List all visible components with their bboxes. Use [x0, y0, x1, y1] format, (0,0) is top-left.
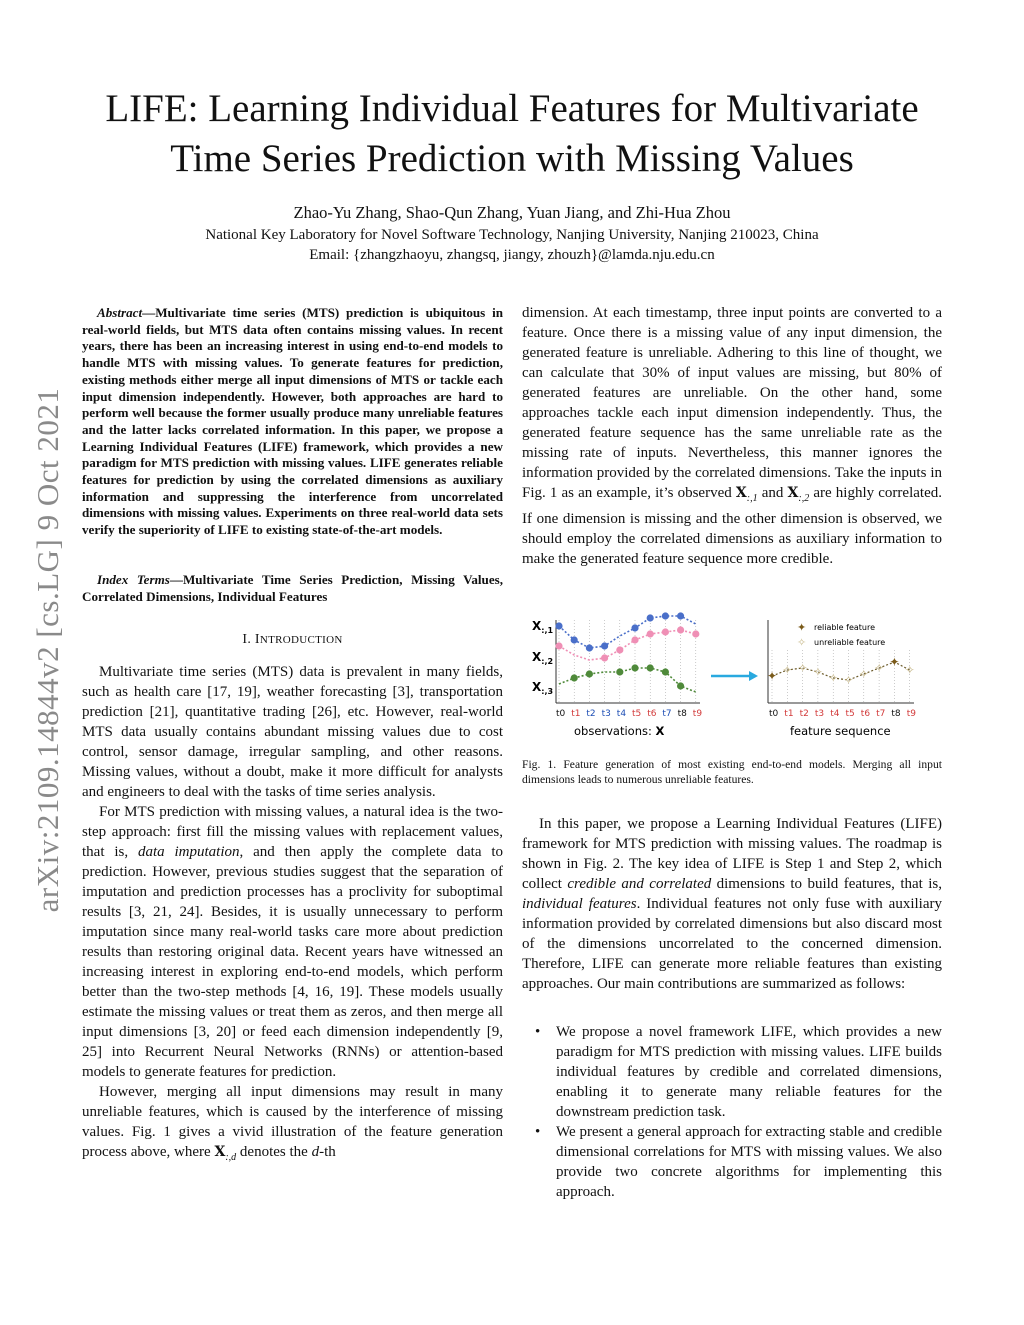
unreliable-feature-marker: ✧: [812, 665, 823, 679]
time-label: t9: [692, 709, 703, 719]
series-x3-point: [662, 668, 669, 675]
legend-unreliable-label: unreliable feature: [814, 638, 886, 647]
email: Email: {zhangzhaoyu, zhangsq, jiangy, zhouzh}@lamda.nju.edu.cn: [309, 247, 715, 263]
series-x1-point: [677, 612, 684, 619]
feature-time-label: t3: [814, 709, 825, 719]
series-x3-point: [647, 664, 654, 671]
series-x2-line: [559, 630, 696, 660]
feature-time-label: t0: [769, 709, 779, 719]
series-x2-point: [601, 654, 608, 661]
observations-caption: observations: X: [574, 724, 665, 738]
feature-time-label: t1: [784, 709, 794, 719]
index-terms: Index Terms—Multivariate Time Series Prediction, Missing Values, Correlated Dimensions, Individual Features: [82, 572, 503, 604]
unreliable-feature-marker: ✧: [843, 673, 854, 687]
section-heading-introduction: I. INTRODUCTION: [242, 632, 343, 647]
unreliable-feature-marker: ✧: [904, 663, 915, 677]
feature-time-label: t4: [830, 709, 840, 719]
time-label: t4: [616, 709, 627, 719]
unreliable-feature-marker: ✧: [782, 663, 793, 677]
time-label: t0: [556, 709, 566, 719]
feature-time-label: t6: [860, 709, 871, 719]
abstract: Abstract—Multivariate time series (MTS) prediction is ubiquitous in real-world fields, but MTS data often contains missing values. In recent years, there has been an increasing interest in using end-to-end models to handle MTS with missing values. To generate features for prediction, existing methods either merge all input dimensions of MTS or tackle each input dimension independently. However, both approaches are hard to perform well because the former usually produce many unreliable features and the latter lacks correlated information. In this paper, we propose a Learning Individual Features (LIFE) framework, which provides a new paradigm for MTS prediction with missing values. LIFE generates reliable features for prediction by using the correlated dimensions as auxiliary information and suppressing the interference from uncorrelated dimensions with missing values. Experiments on three real-world data sets verify the superiority of LIFE to existing state-of-the-art models.: [82, 305, 503, 538]
legend-unreliable-marker: ✧: [797, 636, 807, 649]
series-x1-point: [571, 636, 578, 643]
contribution-item: • We propose a novel framework LIFE, which provides a new paradigm for MTS prediction with missing values. LIFE builds individual features by credible and correlated dimensions, enabling it to generate many reliable features for the downstream prediction task.: [535, 1024, 942, 1120]
introduction-text: [82, 662, 503, 1168]
contributions-list: [522, 1022, 942, 1202]
legend-reliable-marker: ✦: [797, 621, 807, 634]
arxiv-id-text: arXiv:2109.14844v2 [cs.LG] 9 Oct 2021: [30, 387, 65, 913]
series-x1-point: [662, 612, 669, 619]
series-x2-point: [631, 636, 638, 643]
series-x1-point: [601, 642, 608, 649]
paper-title: LIFE: Learning Individual Features for Multivariate Time Series Prediction with Missing Values: [105, 87, 919, 180]
series-x3-point: [677, 682, 684, 689]
right-column-paragraph: dimension. At each timestamp, three input points are converted to a feature. Once there is a missing value of any input dimension, the generated feature is unreliable. Adhering to this line of thought, we can calculate that 30% of input values are missing, but 80% of generated features are unreliable. On the other hand, some approaches tackle each input dimension independently. Thus, the generated feature sequence has the same unreliable rate as the missing rate of inputs. Nevertheless, this manner ignores the information provided by the correlated dimensions. Take the inputs in Fig. 1 as an example, it’s observed $X_{:,1}$ and $X_{:,2}$ are highly correlated. If one dimension is missing and the other dimension is observed, we should employ the correlated dimensions as auxiliary information to make the generated feature sequence more credible.: [522, 305, 942, 567]
feature-sequence-caption: feature sequence: [790, 724, 891, 738]
dim-label-x1: $X_{:,1}$: [532, 619, 554, 635]
series-x3-point: [631, 664, 638, 671]
dim-label-x3: $X_{:,3}$: [532, 680, 554, 696]
affiliation: National Key Laboratory for Novel Software Technology, Nanjing University, Nanjing 210023, China: [205, 227, 819, 243]
time-label: t1: [571, 709, 581, 719]
time-label: t6: [647, 709, 657, 719]
time-label: t7: [662, 709, 672, 719]
series-x3-point: [571, 674, 578, 681]
intro-paragraph-1: Multivariate time series (MTS) data is prevalent in many fields, such as health care [17, 19], weather forecasting [3], transportation prediction [21], quantitative trading [26], etc. However, real-world MTS data usually contains abundant missing values due to cost control, sensor damage, irregular sampling, and other reasons. Missing values, without a doubt, make it more difficult for analysts and engineers to deal with the tasks of time series analysis.: [82, 664, 503, 800]
series-x3-point: [616, 668, 623, 675]
figure-1-caption: Fig. 1. Feature generation of most existing end-to-end models. Merging all input dimensions leads to numerous unreliable features.: [522, 758, 942, 786]
feature-time-label: t7: [876, 709, 886, 719]
reliable-feature-marker: ✦: [767, 669, 778, 683]
series-x1-point: [555, 622, 562, 629]
unreliable-feature-marker: ✧: [858, 667, 869, 681]
series-x2-point: [662, 628, 669, 635]
figure-1-diagram: [522, 610, 942, 740]
unreliable-feature-marker: ✧: [874, 661, 885, 675]
unreliable-feature-marker: ✧: [797, 661, 808, 675]
contribution-item: • We present a general approach for extracting stable and credible dimensional correlations for MTS with missing values. We also provide two concrete algorithms for implementing this approach.: [535, 1124, 942, 1200]
series-x2-point: [692, 630, 699, 637]
time-label: t5: [632, 709, 642, 719]
reliable-feature-marker: ✦: [889, 655, 900, 669]
series-x2-point: [555, 642, 562, 649]
feature-time-label: t8: [891, 709, 901, 719]
time-label: t2: [586, 709, 596, 719]
feature-time-label: t2: [799, 709, 809, 719]
arxiv-sidebar-id: [28, 370, 68, 930]
series-x1-point: [631, 624, 638, 631]
arrow-head: [749, 671, 758, 681]
series-x3-point: [586, 670, 593, 677]
dim-label-x2: $X_{:,2}$: [532, 650, 554, 666]
intro-paragraph-2: For MTS prediction with missing values, a natural idea is the two-step approach: first fill the missing values with replacement values, that is, data imputation, and then apply the complete data to prediction. However, previous studies suggest that the separation of imputation and prediction processes has a proclivity for suboptimal results [3, 21, 24]. Besides, it is usually unnecessary to perform imputation since many real-world tasks care more about prediction results than restoring original data. Recent years have witnessed an increasing interest in exploring end-to-end models, which perform better than the two-step methods [4, 16, 19]. These models usually estimate the missing values or treat them as zeros, and then merge all input dimensions [3, 20] or feed each dimension independently [9, 25] into Recurrent Neural Networks (RNNs) or attention-based models to generate features for prediction.: [82, 804, 504, 1080]
intro-paragraph-3: However, merging all input dimensions may result in many unreliable features, which is caused by the interference of missing values. Fig. 1 gives a vivid illustration of the feature generation process above, where $X_{:,d}$ denotes the d-th: [82, 1084, 503, 1163]
series-x1-point: [647, 614, 654, 621]
proposal-paragraph: In this paper, we propose a Learning Individual Features (LIFE) framework for MTS prediction with missing values. The roadmap is shown in Fig. 2. The key idea of LIFE is Step 1 and Step 2, which collect credible and correlated dimensions to build features, that is, individual features. Individual features not only fuse with auxiliary information provided by correlated dimensions but also discard most of the dimensions uncorrelated to the concerned dimension. Therefore, LIFE can generate more reliable features than existing approaches. Our main contributions are summarized as follows:: [522, 816, 942, 992]
time-label: t8: [677, 709, 687, 719]
series-x1-point: [586, 644, 593, 651]
feature-time-label: t9: [906, 709, 916, 719]
series-x2-point: [647, 630, 654, 637]
series-x2-point: [616, 646, 623, 653]
time-label: t3: [601, 709, 611, 719]
series-x1-line: [559, 616, 696, 648]
authors: Zhao-Yu Zhang, Shao-Qun Zhang, Yuan Jiang, and Zhi-Hua Zhou: [293, 203, 731, 222]
series-x3-line: [559, 668, 696, 692]
series-x2-point: [677, 626, 684, 633]
unreliable-feature-marker: ✧: [828, 671, 839, 685]
legend-reliable-label: reliable feature: [814, 623, 876, 632]
figure-1: [522, 610, 942, 740]
feature-time-label: t5: [845, 709, 855, 719]
feature-sequence-panel: [767, 650, 916, 719]
